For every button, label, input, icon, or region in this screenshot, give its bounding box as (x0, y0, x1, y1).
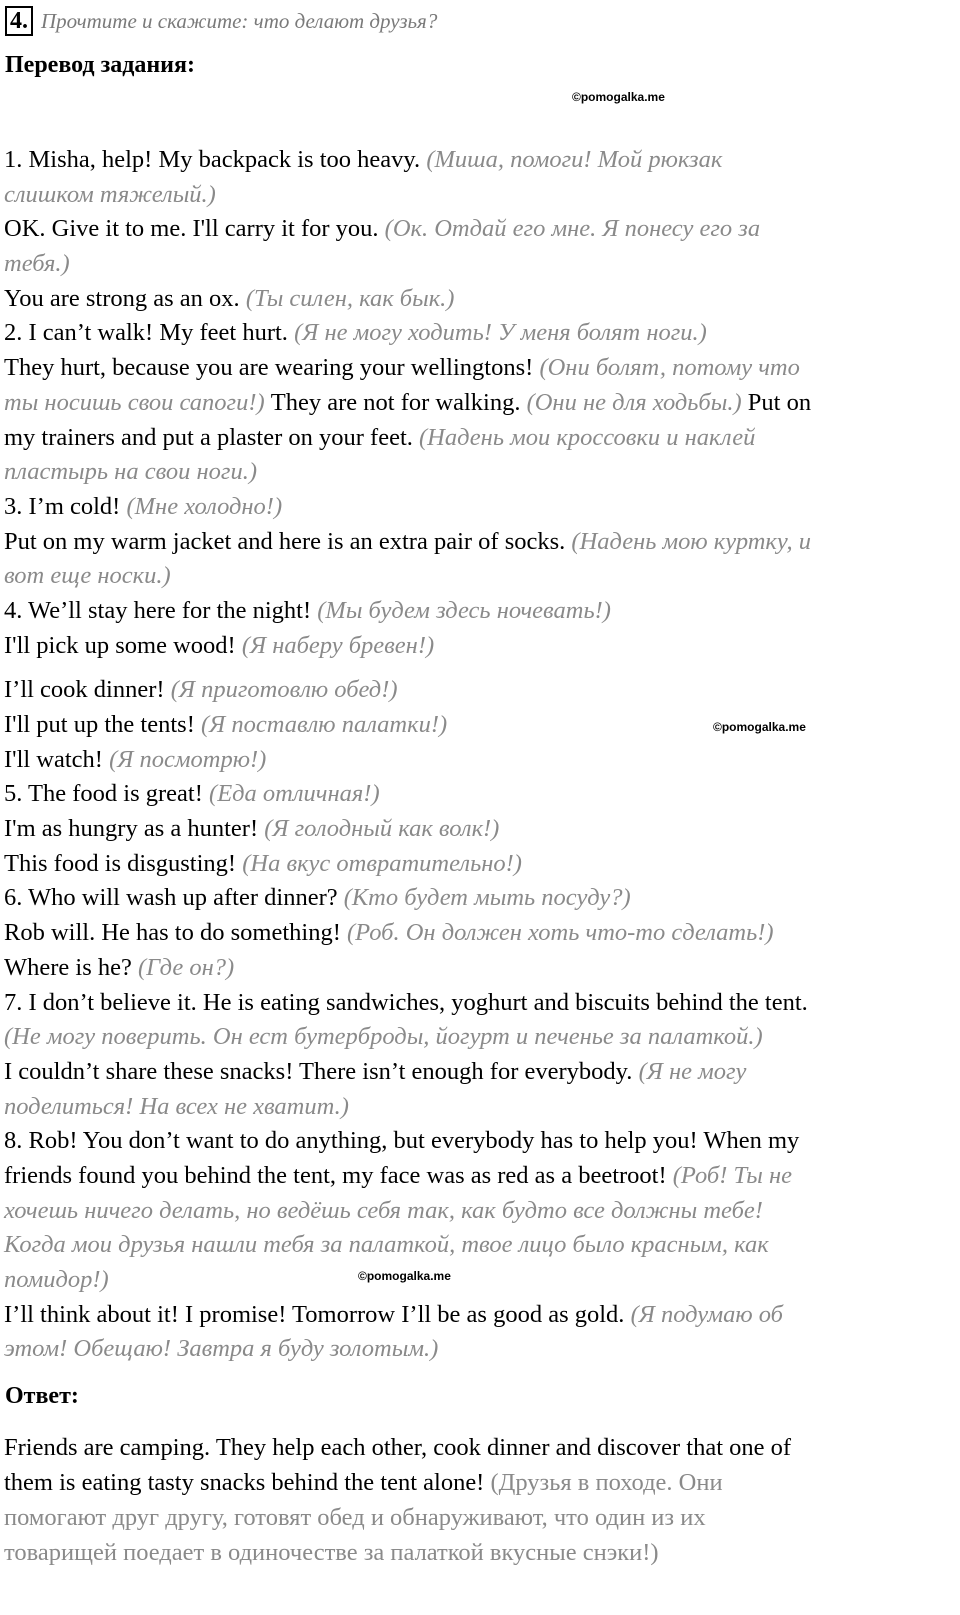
english-text: 5. The food is great! (4, 780, 210, 808)
text-line (4, 421, 944, 456)
russian-translation: тебя.) (4, 250, 70, 278)
russian-translation: (Я поставлю палатки!) (200, 711, 448, 738)
russian-translation: ты носишь свои сапоги!) (4, 388, 265, 416)
russian-translation: (Мы будем здесь ночевать!) (317, 596, 611, 624)
russian-translation: (Ты силен, как бык.) (245, 284, 455, 312)
english-text: 1. Misha, help! My backpack is too heavy. (4, 146, 427, 173)
russian-translation: вот еще носки.) (4, 562, 171, 590)
answer-line (4, 1535, 944, 1570)
text-line (4, 986, 944, 1021)
text-line (4, 490, 944, 525)
text-line (4, 559, 944, 594)
text-line (4, 386, 944, 421)
watermark: ©pomogalka.me (572, 90, 665, 104)
english-text: friends found you behind the tent, my face was as red as a beetroot! (4, 1161, 673, 1189)
english-text: They hurt, because you are wearing your wellingtons! (4, 354, 540, 382)
russian-translation: хочешь ничего делать, но ведёшь себя так, как будто все должны тебе! (4, 1196, 763, 1224)
english-text: Put on my warm jacket and here is an extra pair of socks. (4, 527, 572, 555)
answer-line (4, 1430, 944, 1465)
text-line (4, 212, 944, 247)
russian-translation: (Ок. Отдай его мне. Я понесу его за (384, 215, 761, 243)
russian-translation: пластырь на свои ноги.) (4, 458, 258, 486)
english-text: 8. Rob! You don’t want to do anything, but everybody has to help you! When my (4, 1127, 800, 1155)
english-text: my trainers and put a plaster on your feet. (4, 423, 420, 451)
english-text: I'll put up the tents! (4, 711, 201, 738)
answer-title: Ответ: (5, 1383, 79, 1409)
english-text: 6. Who will wash up after dinner? (4, 884, 344, 912)
russian-translation: (Миша, помоги! Мой рюкзак (426, 146, 723, 173)
watermark: ©pomogalka.me (358, 1269, 451, 1283)
english-text: They are not for walking. (264, 388, 527, 416)
russian-translation: (Роб. Он должен хоть что-то сделать!) (346, 919, 774, 947)
english-text: I'll pick up some wood! (4, 631, 242, 659)
russian-translation: (Не могу поверить. Он ест бутерброды, йогурт и печенье за палаткой.) (4, 1023, 763, 1051)
russian-translation: (Еда отличная!) (209, 780, 380, 808)
russian-translation: (Надень мою куртку, и (571, 527, 812, 555)
english-text: Rob will. He has to do something! (4, 919, 347, 947)
russian-translation: (Я подумаю об (630, 1300, 783, 1328)
russian-translation: помидор!) (4, 1266, 109, 1293)
text-line (4, 1159, 944, 1194)
russian-translation: поделиться! На всех не хватит.) (4, 1092, 349, 1120)
russian-translation: (Они болят, потому что (539, 354, 800, 382)
text-line (4, 351, 944, 386)
english-text: Put on (741, 388, 812, 416)
english-text: them is eating tasty snacks behind the tent alone! (4, 1469, 491, 1496)
text-line (4, 916, 944, 951)
russian-translation: этом! Обещаю! Завтра я буду золотым.) (4, 1335, 439, 1363)
text-line (4, 1263, 944, 1298)
english-text: You are strong as an ox. (4, 284, 246, 312)
russian-translation: (Надень мои кроссовки и наклей (419, 423, 756, 451)
russian-translation: (Я не могу ходить! У меня болят ноги.) (294, 319, 707, 347)
text-line (4, 847, 944, 882)
english-text: 2. I can’t walk! My feet hurt. (4, 319, 295, 347)
english-text: Where is he? (4, 953, 138, 981)
english-text: I'm as hungry as a hunter! (4, 815, 265, 843)
task-instruction: Прочтите и скажите: что делают друзья? (41, 8, 438, 33)
english-text: I’ll think about it! I promise! Tomorrow I’ll be as good as gold. (4, 1300, 631, 1328)
watermark: ©pomogalka.me (713, 720, 806, 734)
english-text: This food is disgusting! (4, 849, 243, 877)
translation-lines (4, 143, 944, 1367)
russian-translation: (Я не могу (638, 1057, 747, 1085)
text-line (4, 743, 944, 778)
translation-title: Перевод задания: (5, 52, 195, 78)
answer-line (4, 1500, 944, 1535)
russian-translation: (Друзья в походе. Они (490, 1469, 723, 1496)
russian-translation: (Я голодный как волк!) (264, 815, 500, 843)
english-text: I'll watch! (4, 745, 110, 773)
russian-translation: (Они не для ходьбы.) (526, 388, 742, 416)
english-text: 4. We’ll stay here for the night! (4, 596, 318, 624)
text-line (4, 812, 944, 847)
russian-translation: (Мне холодно!) (126, 492, 283, 520)
english-text: 3. I’m cold! (4, 492, 127, 520)
text-line (4, 1055, 944, 1090)
english-text: 7. I don’t believe it. He is eating sandwiches, yoghurt and biscuits behind the tent. (4, 988, 808, 1016)
text-line (4, 1332, 944, 1367)
task-header (5, 5, 437, 37)
russian-translation: (Я посмотрю!) (109, 745, 267, 773)
russian-translation: (Я приготовлю обед!) (170, 676, 398, 704)
text-line (4, 1194, 944, 1229)
russian-translation: (Кто будет мыть посуду?) (343, 884, 631, 912)
text-line (4, 455, 944, 490)
text-line (4, 629, 944, 664)
answer-line (4, 1465, 944, 1500)
russian-translation: Когда мои друзья нашли тебя за палаткой, твое лицо было красным, как (4, 1231, 769, 1259)
english-text: I couldn’t share these snacks! There isn’t enough for everybody. (4, 1057, 639, 1085)
text-line (4, 708, 944, 743)
text-line (4, 1298, 944, 1333)
text-line (4, 777, 944, 812)
text-line (4, 673, 944, 708)
text-line (4, 951, 944, 986)
text-line (4, 143, 944, 178)
text-line (4, 247, 944, 282)
text-line (4, 594, 944, 629)
english-text: I’ll cook dinner! (4, 676, 171, 704)
text-line (4, 1020, 944, 1055)
english-text: OK. Give it to me. I'll carry it for you. (4, 215, 385, 243)
russian-translation: товарищей поедает в одиночестве за палаткой вкусные снэки!) (4, 1539, 659, 1566)
text-line (4, 1090, 944, 1125)
text-line (4, 316, 944, 351)
text-line (4, 525, 944, 560)
answer-lines (4, 1430, 944, 1570)
task-number: 4. (5, 6, 33, 36)
russian-translation: помогают друг другу, готовят обед и обнаруживают, что один из их (4, 1504, 706, 1531)
russian-translation: слишком тяжелый.) (4, 180, 216, 208)
english-text: Friends are camping. They help each other, cook dinner and discover that one of (4, 1434, 792, 1461)
russian-translation: (Где он?) (138, 953, 235, 981)
text-line (4, 282, 944, 317)
russian-translation: (Роб! Ты не (672, 1161, 793, 1189)
russian-translation: (Я наберу бревен!) (241, 631, 435, 659)
text-line (4, 178, 944, 213)
text-line (4, 1124, 944, 1159)
text-line (4, 881, 944, 916)
russian-translation: (На вкус отвратительно!) (242, 849, 522, 877)
text-line (4, 1228, 944, 1263)
